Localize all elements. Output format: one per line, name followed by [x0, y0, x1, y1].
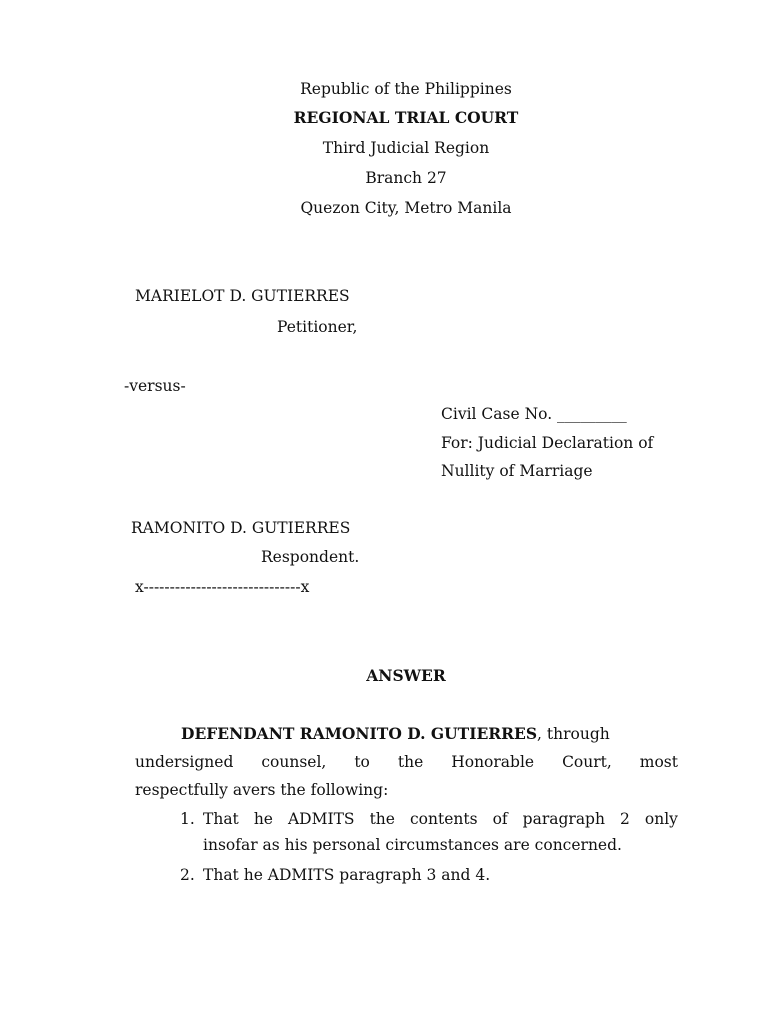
versus-label: -versus- — [124, 377, 186, 395]
intro-line-1 — [135, 724, 678, 752]
intro-word: counsel, — [261, 753, 327, 771]
intro-line-1-comma: , through — [537, 725, 610, 743]
list-item-1-line-2: insofar as his personal circumstances are concerned. — [203, 836, 622, 854]
intro-line-2 — [135, 752, 678, 780]
defendant-name: DEFENDANT RAMONITO D. GUTIERRES — [181, 724, 538, 743]
petitioner-role: Petitioner, — [277, 318, 358, 336]
caption-separator: x------------------------------x — [135, 578, 310, 596]
list-item-1-line-1 — [203, 809, 678, 835]
list-word: he — [253, 810, 273, 828]
list-word: That — [203, 810, 239, 828]
intro-word: the — [397, 753, 424, 771]
list-word: of — [492, 810, 508, 828]
case-number-label: Civil Case No. _________ — [441, 405, 627, 423]
list-item-number: 2. — [180, 866, 195, 884]
list-word: paragraph — [522, 810, 605, 828]
respondent-role: Respondent. — [261, 548, 360, 566]
header-court-name: REGIONAL TRIAL COURT — [293, 108, 519, 127]
header-judicial-region: Third Judicial Region — [322, 139, 490, 157]
case-subject-line-1: For: Judicial Declaration of — [441, 434, 654, 452]
list-item-1 — [180, 809, 678, 855]
intro-word: Court, — [562, 753, 612, 771]
header-republic: Republic of the Philippines — [300, 80, 512, 98]
list-item-2-text: That he ADMITS paragraph 3 and 4. — [203, 866, 491, 884]
document-title: ANSWER — [366, 666, 446, 685]
intro-word: Honorable — [451, 753, 535, 771]
list-item-number: 1. — [180, 810, 195, 828]
case-subject-line-2: Nullity of Marriage — [441, 462, 593, 480]
intro-word: most — [639, 753, 678, 771]
intro-line-1-lead — [181, 724, 610, 752]
header-city: Quezon City, Metro Manila — [300, 199, 512, 217]
numbered-list — [180, 809, 678, 885]
petitioner-name: MARIELOT D. GUTIERRES — [135, 287, 350, 305]
list-word: the — [369, 810, 395, 828]
list-item-body — [203, 809, 678, 855]
intro-word: to — [354, 753, 370, 771]
list-word: ADMITS — [287, 810, 355, 828]
header-branch: Branch 27 — [365, 169, 447, 187]
list-word: 2 — [619, 810, 630, 828]
list-item-2 — [180, 865, 678, 885]
intro-line-3: respectfully avers the following: — [135, 781, 389, 799]
intro-paragraph — [135, 724, 678, 800]
list-word: only — [644, 810, 678, 828]
respondent-name: RAMONITO D. GUTIERRES — [131, 519, 351, 537]
intro-word: undersigned — [135, 753, 234, 771]
list-word: contents — [409, 810, 478, 828]
